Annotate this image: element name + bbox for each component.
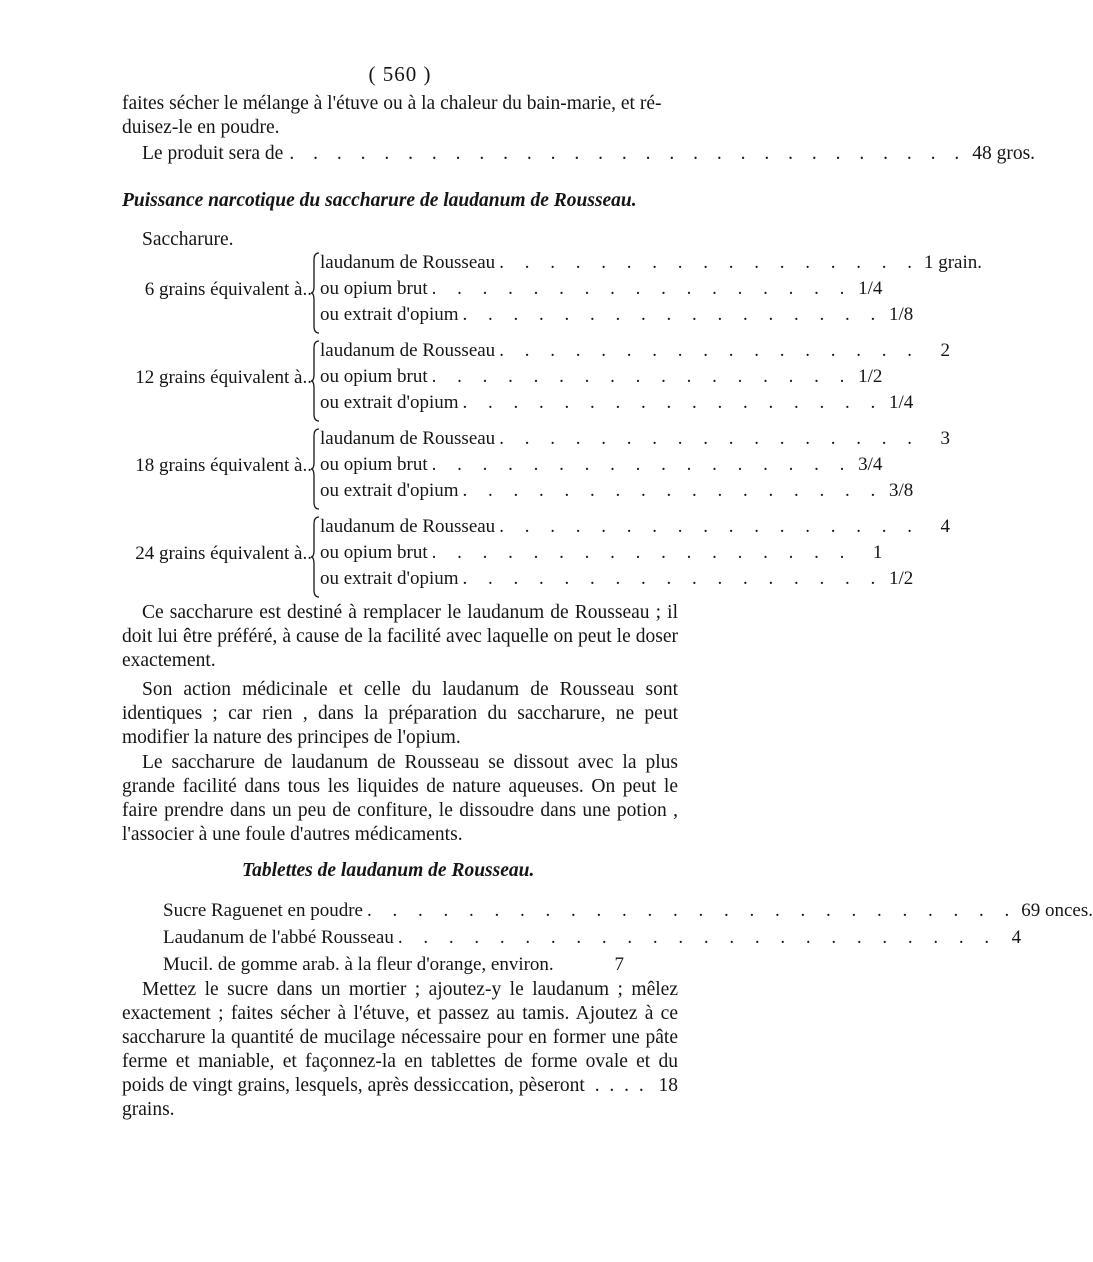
equivalence-name: laudanum de Rousseau <box>320 428 496 449</box>
tablet-name: Mucil. de gomme arab. à la fleur d'orange, environ. <box>163 954 554 975</box>
equivalence-row <box>320 428 950 454</box>
leader-dots: . . . . . . . . . . . . . . . . . . . . . . . . . . <box>366 900 1018 921</box>
equivalence-name: laudanum de Rousseau <box>320 516 496 537</box>
leader-dots: . . . . . . . . . . . . . . . . . <box>462 304 884 325</box>
brace-icon <box>310 340 320 422</box>
equivalence-value: 1 <box>872 542 883 563</box>
group-rows <box>320 516 950 594</box>
equivalence-row <box>320 252 982 278</box>
equivalence-value: 3/4 <box>858 454 883 475</box>
leader-dots: . . . . . . . . . . . . . . . . . <box>462 480 884 501</box>
equivalence-row <box>320 340 950 366</box>
equivalence-row <box>320 568 914 594</box>
group-rows <box>320 252 982 330</box>
product-line <box>122 142 1036 166</box>
group-label: 12 grains équivalent à.. <box>135 367 312 388</box>
equivalence-name: laudanum de Rousseau <box>320 252 496 273</box>
leader-dots: . . . . . . . . . . . . . . . . . <box>431 366 853 387</box>
heading-tablets: Tablettes de laudanum de Rousseau. <box>242 860 535 881</box>
leader-dots: . . . . . . . . . . . . . . . . . <box>431 542 853 563</box>
equivalence-name: ou extrait d'opium <box>320 568 459 589</box>
tablet-name: Sucre Raguenet en poudre <box>163 900 363 921</box>
equivalence-name: ou extrait d'opium <box>320 304 459 325</box>
equivalence-row <box>320 542 883 568</box>
tablet-row <box>163 927 1022 954</box>
tablet-qty: 4 <box>1011 927 1022 948</box>
paragraph-4 <box>122 978 678 1122</box>
equivalence-name: ou opium brut <box>320 366 428 387</box>
paragraph-4-body: Mettez le sucre dans un mortier ; ajoutez-y le laudanum ; mêlez exactement ; faites sécher à l'étuve, et passez au tamis. Ajoutez à ce saccharure la quantité de mucilage nécessaire pour en former une pâte ferme et maniable, et façonnez-la en tablettes de forme ovale et du poids de vingt grains, lesquels, après dessiccation, pèseront <box>122 979 678 1096</box>
equivalence-name: laudanum de Rousseau <box>320 340 496 361</box>
intro-line-1: faites sécher le mélange à l'étuve ou à la chaleur du bain-marie, et ré- <box>122 93 662 114</box>
product-value: 48 gros. <box>972 143 1036 164</box>
equivalence-value: 1/2 <box>858 366 883 387</box>
equivalence-value: 3/8 <box>888 480 914 501</box>
equivalence-name: ou opium brut <box>320 278 428 299</box>
equivalence-row <box>320 392 914 418</box>
paragraph-3 <box>122 751 678 847</box>
brace-icon <box>310 252 320 334</box>
equivalence-name: ou opium brut <box>320 454 428 475</box>
paragraph-3-text: Le saccharure de laudanum de Rousseau se dissout avec la plus grande facilité dans tous les liquides de nature aqueuses. On peut le faire prendre dans un peu de confiture, le dissoudre dans une potion , l'associer à une foule d'autres médicaments. <box>122 752 678 845</box>
leader-dots: . . . . . . . . . . . . . . . . . <box>499 428 920 449</box>
paragraph-4-value: 18 grains. <box>122 1075 679 1120</box>
page-number: ( 560 ) <box>368 62 432 86</box>
group-rows <box>320 340 950 418</box>
leader-dots: . . . . . . . . . . . . . . . . . <box>431 454 853 475</box>
leader-dots: . . . . <box>589 1075 654 1096</box>
brace-icon <box>310 428 320 510</box>
leader-dots: . . . . . . . . . . . . . . . . . . . . . . . . . . . . . <box>289 143 967 164</box>
paragraph-2 <box>122 678 678 750</box>
tablet-qty: 7 <box>614 954 624 975</box>
paragraph-1 <box>122 601 678 673</box>
equivalence-value: 1/4 <box>888 392 914 413</box>
equivalence-row <box>320 454 883 480</box>
equivalence-group <box>122 340 950 418</box>
equivalence-row <box>320 366 883 392</box>
leader-dots: . . . . . . . . . . . . . . . . . <box>499 516 920 537</box>
equivalence-name: ou opium brut <box>320 542 428 563</box>
product-label: Le produit sera de <box>142 143 284 164</box>
tablet-qty: 69 onces. <box>1021 900 1093 921</box>
group-label: 18 grains équivalent à.. <box>135 455 312 476</box>
paragraph-2-text: Son action médicinale et celle du laudanum de Rousseau sont identiques ; car rien , dans la préparation du saccharure, ne peut modifier la nature des principes de l'opium. <box>122 679 678 748</box>
tablet-row <box>163 954 678 981</box>
group-label: 6 grains équivalent à.. <box>144 279 312 300</box>
intro-block <box>122 92 1036 166</box>
saccharure-label: Saccharure. <box>142 229 234 250</box>
equivalence-group <box>122 516 950 594</box>
equivalence-row <box>320 278 883 304</box>
equivalence-group <box>122 428 950 506</box>
tablet-name: Laudanum de l'abbé Rousseau <box>163 927 394 948</box>
equivalence-row <box>320 304 914 330</box>
equivalence-value: 4 <box>940 516 950 537</box>
leader-dots: . . . . . . . . . . . . . . . . . <box>499 252 920 273</box>
equivalence-value: 3 <box>940 428 950 449</box>
brace-icon <box>310 516 320 598</box>
paragraph-1-text: Ce saccharure est destiné à remplacer le laudanum de Rousseau ; il doit lui être préféré, à cause de la facilité avec laquelle on peut le doser exactement. <box>122 602 678 671</box>
equivalence-value: 1/8 <box>888 304 914 325</box>
equivalence-value: 1 grain. <box>923 252 982 273</box>
tablet-ingredients <box>163 900 1093 981</box>
leader-dots: . . . . . . . . . . . . . . . . . . . . . . . . <box>397 927 998 948</box>
paragraph-4-text <box>122 978 678 1122</box>
equivalence-group <box>122 252 982 330</box>
heading-narcotic: Puissance narcotique du saccharure de laudanum de Rousseau. <box>122 190 637 211</box>
group-rows <box>320 428 950 506</box>
tablet-row <box>163 900 1093 927</box>
leader-dots: . . . . . . . . . . . . . . . . . <box>431 278 853 299</box>
equivalence-row <box>320 480 914 506</box>
group-label: 24 grains équivalent à.. <box>135 543 312 564</box>
intro-line-2: duisez-le en poudre. <box>122 117 280 138</box>
equivalence-name: ou extrait d'opium <box>320 392 459 413</box>
leader-dots: . . . . . . . . . . . . . . . . . <box>499 340 920 361</box>
equivalence-value: 1/4 <box>858 278 883 299</box>
equivalence-row <box>320 516 950 542</box>
equivalence-value: 2 <box>940 340 950 361</box>
leader-dots: . . . . . . . . . . . . . . . . . <box>462 392 884 413</box>
equivalence-name: ou extrait d'opium <box>320 480 459 501</box>
equivalence-value: 1/2 <box>888 568 914 589</box>
leader-dots: . . . . . . . . . . . . . . . . . <box>462 568 884 589</box>
